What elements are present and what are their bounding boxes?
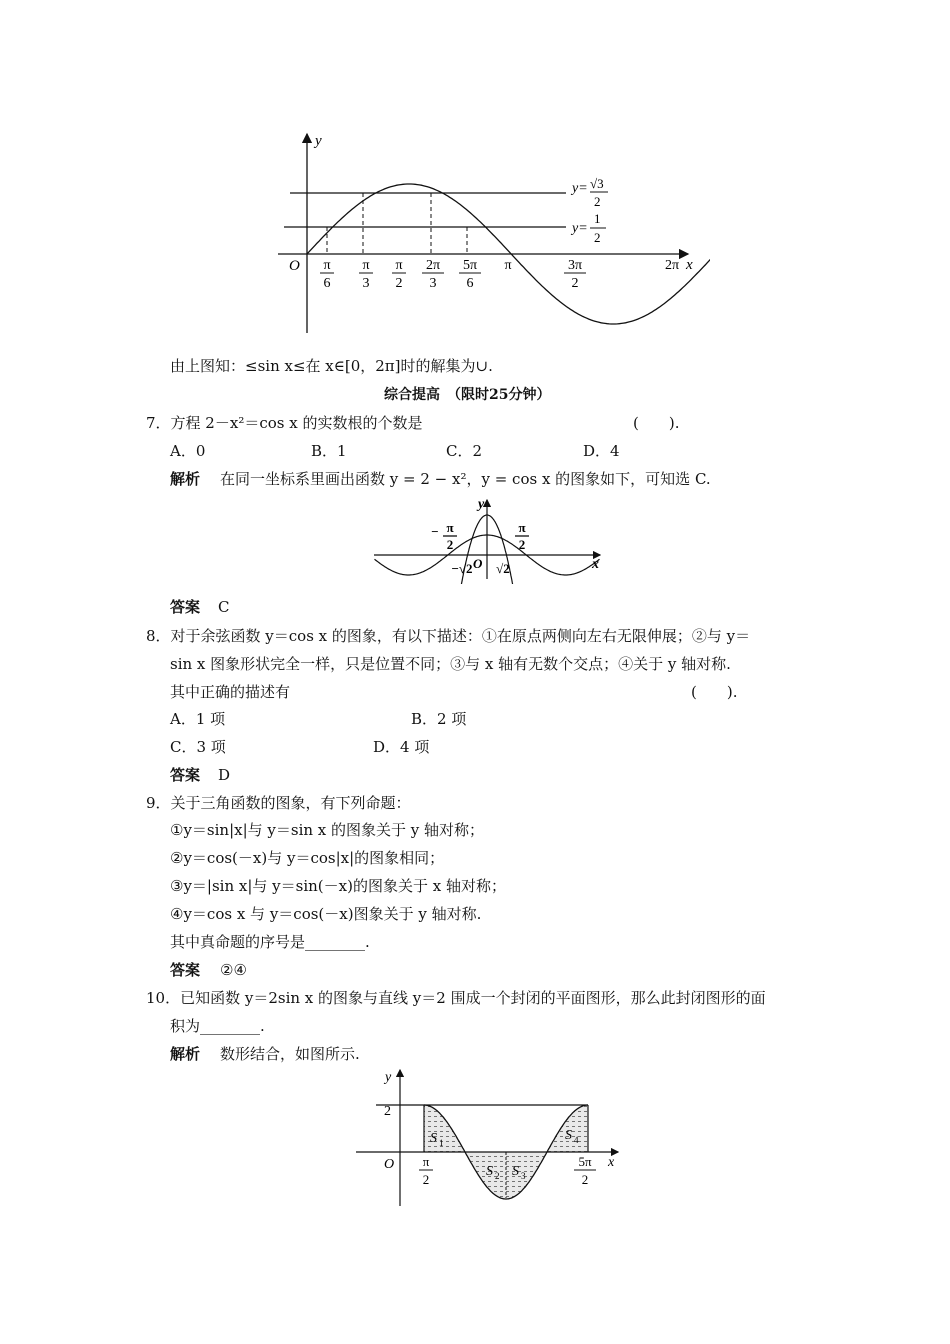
q8-option-c: C．3 项: [170, 738, 226, 756]
svg-text:S: S: [512, 1164, 519, 1179]
svg-text:1: 1: [594, 211, 601, 226]
q10-analysis-label: 解析: [170, 1045, 201, 1063]
q7-option-d: D．4: [583, 442, 620, 460]
svg-text:3: 3: [429, 276, 437, 291]
q7-answer-label: 答案: [170, 598, 201, 616]
figure1-note: 由上图知：≤sin x≤在 x∈[0，2π]时的解集为∪.: [170, 357, 493, 375]
q7-answer: C: [218, 598, 230, 616]
svg-text:5π: 5π: [462, 258, 478, 273]
svg-text:2: 2: [518, 537, 526, 552]
svg-text:2: 2: [422, 1172, 430, 1187]
svg-text:π: π: [422, 1154, 430, 1169]
q9-answer-label: 答案: [170, 961, 201, 979]
upper-line-label: y=: [572, 181, 588, 196]
q10-stem-line2: 积为________.: [170, 1017, 265, 1035]
svg-text:√2: √2: [496, 561, 510, 576]
svg-text:2: 2: [395, 276, 403, 291]
q7-option-a: A．0: [170, 442, 206, 460]
x-axis-label: x: [592, 557, 599, 572]
q9-item-2: ②y＝cos(－x)与 y＝cos|x|的图象相同；: [170, 849, 445, 867]
figure-sine-lines: [270, 128, 710, 338]
svg-text:π: π: [395, 258, 403, 273]
q8-stem-line2: sin x 图象形状完全一样，只是位置不同；③与 x 轴有无数个交点；④关于 y 轴对称.: [170, 655, 731, 673]
q10-analysis-text: 数形结合，如图所示.: [220, 1045, 360, 1063]
svg-text:2: 2: [495, 1171, 500, 1181]
q7-analysis-text: 在同一坐标系里画出函数 y = 2 − x²，y = cos x 的图象如下，可知选 C.: [220, 470, 711, 488]
svg-text:S: S: [430, 1131, 437, 1146]
svg-text:S: S: [565, 1128, 572, 1143]
x-axis-label: x: [608, 1155, 615, 1170]
svg-text:π: π: [362, 258, 370, 273]
svg-text:6: 6: [466, 276, 474, 291]
svg-text:π: π: [323, 258, 331, 273]
q8-paren: ( ).: [691, 683, 738, 701]
x-axis-label: x: [686, 257, 693, 273]
svg-text:π: π: [504, 258, 512, 273]
q9-item-1: ①y＝sin|x|与 y＝sin x 的图象关于 y 轴对称；: [170, 821, 485, 839]
q8-option-a: A．1 项: [170, 710, 226, 728]
svg-text:3π: 3π: [567, 258, 583, 273]
y-axis-label: y: [478, 497, 485, 512]
q8-stem-line3: 其中正确的描述有: [170, 683, 291, 701]
svg-text:2: 2: [594, 230, 601, 245]
lower-line-label: y=: [572, 221, 588, 236]
svg-text:π: π: [518, 520, 526, 535]
svg-text:2: 2: [446, 537, 454, 552]
origin-label: O: [473, 556, 483, 571]
svg-text:4: 4: [574, 1135, 579, 1145]
svg-text:2π: 2π: [425, 258, 441, 273]
q8-option-b: B．2 项: [411, 710, 467, 728]
section-header: 综合提高 （限时25分钟）: [384, 387, 551, 403]
svg-text:−√2: −√2: [451, 561, 473, 576]
svg-text:2: 2: [571, 276, 579, 291]
svg-text:3: 3: [521, 1171, 526, 1181]
svg-text:5π: 5π: [578, 1154, 592, 1169]
svg-text:1: 1: [439, 1138, 444, 1148]
q9-answer: ②④: [220, 961, 247, 979]
figure-2sin-area: [350, 1064, 630, 1210]
q8-answer: D: [218, 766, 231, 784]
q7-option-b: B．1: [311, 442, 347, 460]
svg-text:√3: √3: [590, 176, 604, 191]
figure-parabola-cosine: [370, 494, 610, 584]
q9-stem: 9．关于三角函数的图象，有下列命题：: [146, 794, 411, 812]
q9-ask: 其中真命题的序号是________.: [170, 933, 370, 951]
q8-option-d: D．4 项: [373, 738, 430, 756]
origin-label: O: [289, 258, 300, 274]
svg-text:2π: 2π: [664, 258, 680, 273]
q9-item-4: ④y＝cos x 与 y＝cos(－x)图象关于 y 轴对称.: [170, 905, 482, 923]
y-tick-2: 2: [384, 1104, 391, 1119]
svg-text:2: 2: [594, 194, 601, 209]
y-axis-label: y: [385, 1070, 392, 1085]
origin-label: O: [384, 1157, 395, 1172]
q8-answer-label: 答案: [170, 766, 201, 784]
svg-text:π: π: [446, 520, 454, 535]
q7-analysis-label: 解析: [170, 470, 201, 488]
y-axis-label: y: [315, 133, 322, 149]
q9-item-3: ③y＝|sin x|与 y＝sin(－x)的图象关于 x 轴对称；: [170, 877, 506, 895]
svg-text:−: −: [431, 524, 439, 539]
svg-text:3: 3: [362, 276, 370, 291]
svg-text:6: 6: [323, 276, 331, 291]
q7-option-c: C．2: [446, 442, 483, 460]
q10-stem-line1: 10．已知函数 y＝2sin x 的图象与直线 y＝2 围成一个封闭的平面图形，那么此封闭图形的面: [146, 989, 766, 1007]
q7-paren: ( ).: [633, 414, 680, 432]
q7-stem: 7．方程 2－x²＝cos x 的实数根的个数是: [146, 414, 423, 432]
svg-text:2: 2: [581, 1172, 589, 1187]
q8-stem-line1: 8．对于余弦函数 y＝cos x 的图象，有以下描述：①在原点两侧向左右无限伸展；②与 y＝: [146, 627, 751, 645]
svg-text:S: S: [486, 1164, 493, 1179]
